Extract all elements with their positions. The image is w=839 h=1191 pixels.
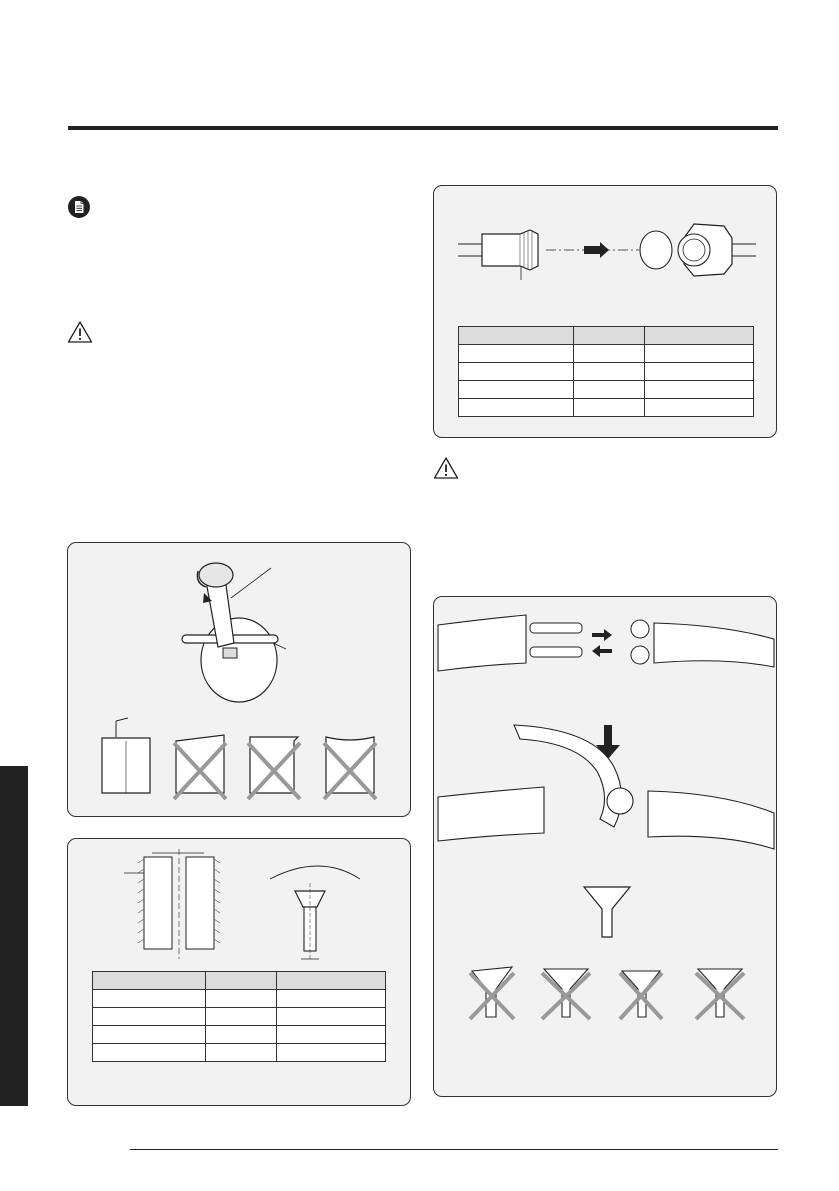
table-row xyxy=(459,345,754,363)
table-row xyxy=(459,363,754,381)
table-row xyxy=(93,1026,386,1044)
incorrect-cut-icon-3 xyxy=(324,737,376,799)
flare-nut-figure xyxy=(433,185,777,438)
pipe-connection-figure xyxy=(433,596,777,1097)
caution-icon xyxy=(433,456,459,480)
note-icon xyxy=(68,196,90,218)
top-rule xyxy=(68,126,778,130)
correct-cut-icon xyxy=(102,718,150,793)
flare-dimensions-figure xyxy=(67,838,411,1106)
footer-rule xyxy=(130,1149,778,1150)
table-row xyxy=(93,990,386,1008)
pipe-cutting-figure xyxy=(67,542,411,817)
side-section-tab xyxy=(0,766,28,1106)
incorrect-flare-icon xyxy=(542,969,590,1019)
table-row xyxy=(93,1008,386,1026)
incorrect-flare-icon xyxy=(696,969,744,1019)
incorrect-cut-icon-1 xyxy=(174,735,226,799)
flare-nut-table xyxy=(458,326,754,417)
incorrect-cut-icon-2 xyxy=(248,737,300,799)
table-row xyxy=(93,1044,386,1062)
table-row xyxy=(459,399,754,417)
incorrect-flare-icon xyxy=(470,967,514,1019)
incorrect-flare-icon xyxy=(620,971,662,1019)
table-row xyxy=(459,381,754,399)
caution-icon xyxy=(67,320,93,344)
flare-dimensions-table xyxy=(92,971,386,1062)
